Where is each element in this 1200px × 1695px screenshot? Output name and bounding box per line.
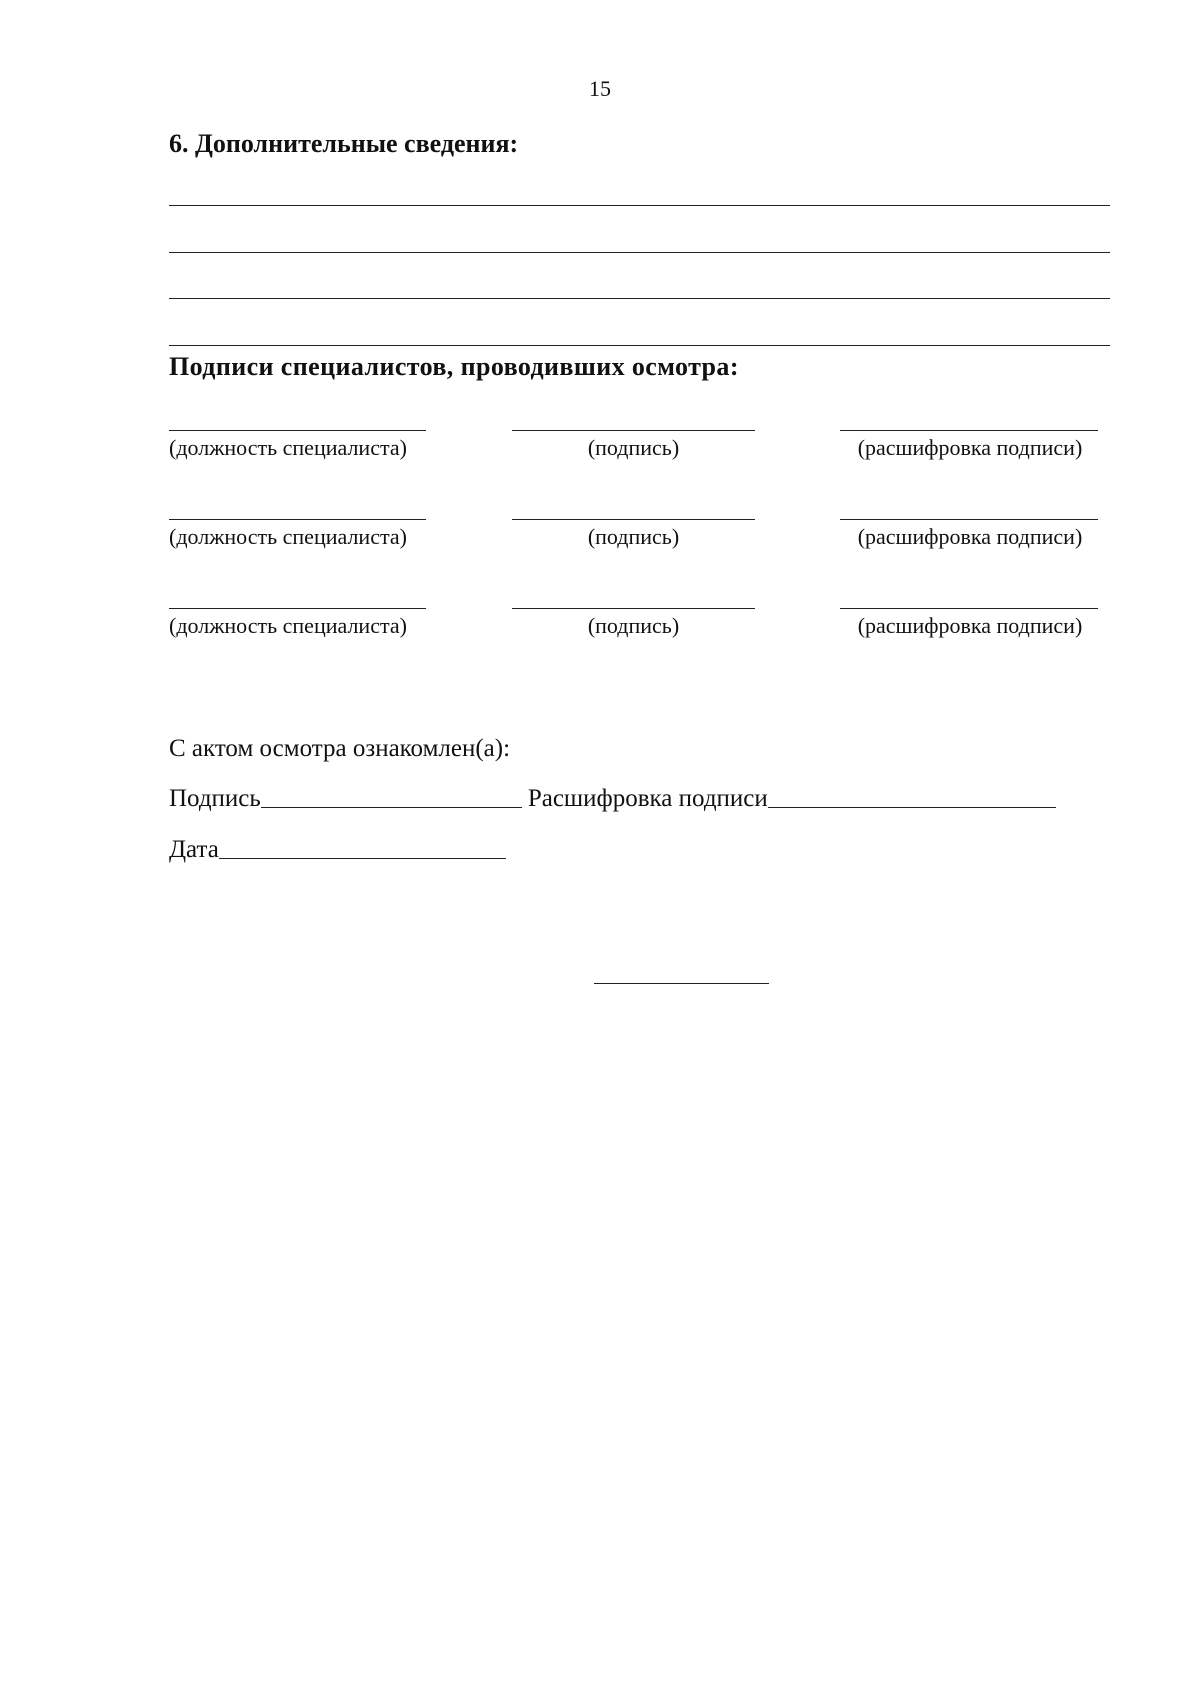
position-fill-line xyxy=(169,608,426,609)
position-field xyxy=(169,519,426,550)
specialist-signature-row xyxy=(0,519,1200,579)
signature-field xyxy=(512,519,755,550)
additional-info-line xyxy=(169,298,1110,299)
position-caption: (должность специалиста) xyxy=(169,613,407,638)
specialist-signatures-heading: Подписи специалистов, проводивших осмотра: xyxy=(169,352,739,381)
position-fill-line xyxy=(169,519,426,520)
position-fill-line xyxy=(169,430,426,431)
position-field xyxy=(169,430,426,461)
signature-fill-line xyxy=(512,430,755,431)
additional-info-heading: 6. Дополнительные сведения: xyxy=(169,129,519,158)
decode-field xyxy=(840,519,1098,550)
position-caption: (должность специалиста) xyxy=(169,435,407,460)
position-field xyxy=(169,608,426,639)
additional-info-line xyxy=(169,252,1110,253)
additional-info-line xyxy=(169,205,1110,206)
specialist-signature-row xyxy=(0,608,1200,668)
acknowledgement-signature-label: Подпись xyxy=(169,785,261,812)
document-end-mark xyxy=(594,983,769,984)
acknowledgement-decode-line xyxy=(768,806,1056,808)
signature-caption: (подпись) xyxy=(587,524,680,549)
decode-caption: (расшифровка подписи) xyxy=(857,524,1083,549)
signature-caption: (подпись) xyxy=(587,613,680,638)
decode-caption: (расшифровка подписи) xyxy=(857,435,1083,460)
acknowledgement-signature-line xyxy=(261,806,522,808)
specialist-signature-row xyxy=(0,430,1200,490)
decode-field xyxy=(840,430,1098,461)
acknowledgement-decode-label: Расшифровка подписи xyxy=(527,785,768,812)
additional-info-line xyxy=(169,345,1110,346)
decode-field xyxy=(840,608,1098,639)
signature-fill-line xyxy=(512,519,755,520)
acknowledgement-signature-row xyxy=(169,784,1056,814)
acknowledgement-date-line xyxy=(219,857,506,859)
decode-fill-line xyxy=(840,430,1098,431)
acknowledgement-date-row xyxy=(169,835,506,865)
signature-field xyxy=(512,430,755,461)
acknowledgement-date-label: Дата xyxy=(169,836,219,863)
signature-field xyxy=(512,608,755,639)
position-caption: (должность специалиста) xyxy=(169,524,407,549)
decode-fill-line xyxy=(840,608,1098,609)
decode-fill-line xyxy=(840,519,1098,520)
signature-fill-line xyxy=(512,608,755,609)
decode-caption: (расшифровка подписи) xyxy=(857,613,1083,638)
page-number: 15 xyxy=(589,76,611,101)
acknowledgement-intro: С актом осмотра ознакомлен(а): xyxy=(169,735,511,762)
signature-caption: (подпись) xyxy=(587,435,680,460)
